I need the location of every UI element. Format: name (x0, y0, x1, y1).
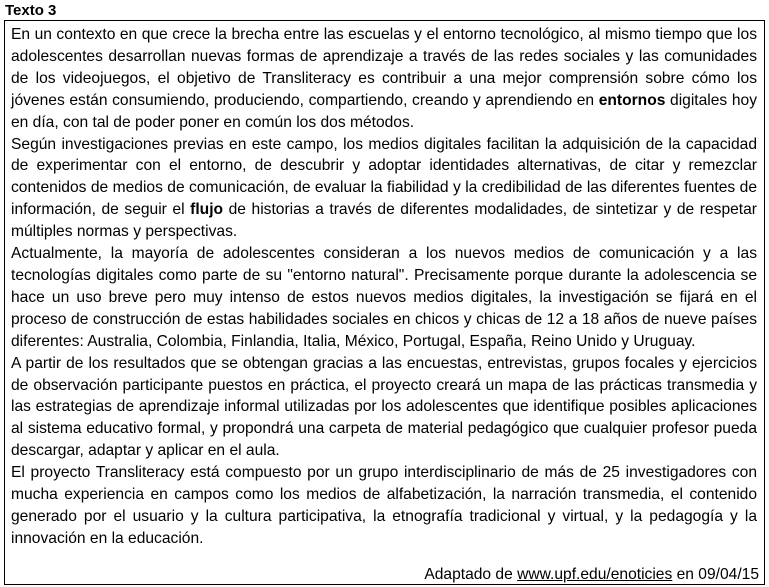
source-link[interactable]: www.upf.edu/enoticies (517, 566, 673, 583)
source-date: en 09/04/15 (672, 566, 759, 583)
text-body (11, 24, 757, 550)
paragraph-1-bold-word: entornos (598, 91, 666, 109)
source-attribution (424, 565, 759, 584)
paragraph-3: Actualmente, la mayoría de adolescentes consideran a los nuevos medios de comunicación y a las tecnologías digitales como parte de su "entorno natural". Precisamente porque durante la adolescencia se hace un uso breve pero muy intenso de estos nuevos medios digitales, la investigación se fijará en el proceso de construcción de estas habilidades sociales en chicos y chicas de 12 a 18 años de nueve países diferentes: Australia, Colombia, Finlandia, Italia, México, Portugal, España, Reino Unido y Uruguay. (11, 245, 757, 350)
source-prefix: Adaptado de (424, 566, 518, 583)
paragraph-2-text-end: de historias a través de diferentes modalidades, de sintetizar y de respetar múltiples normas y perspectivas. (11, 201, 757, 241)
paragraph-2-text-start: Según investigaciones previas en este campo, los medios digitales facilitan la adquisición de la capacidad de experimentar con el entorno, de descubrir y adoptar identidades alternativas, de citar y remezclar contenidos de medios de comunicación, de evaluar la fiabilidad y la credibilidad de las diferentes fuentes de información, de seguir el (11, 135, 757, 219)
paragraph-5: El proyecto Transliteracy está compuesto por un grupo interdisciplinario de más de 25 investigadores con mucha experiencia en campos como los medios de alfabetización, la narración transmedia, el contenido generado por el usuario y la cultura participativa, la etnografía tradicional y virtual, y la pedagogía y la innovación en la educación. (11, 464, 757, 547)
text-title: Texto 3 (5, 2, 57, 19)
paragraph-1-text-end: digitales hoy en día, con tal de poder poner en común los dos métodos. (11, 91, 757, 131)
paragraph-1-text-start: En un contexto en que crece la brecha entre las escuelas y el entorno tecnológico, al mismo tiempo que los adolescentes desarrollan nuevas formas de aprendizaje a través de las redes sociales y las comunidades de los videojuegos, el objetivo de Transliteracy es contribuir a una mejor comprensión sobre cómo los jóvenes están consumiendo, produciendo, compartiendo, creando y aprendiendo en (11, 26, 757, 109)
paragraph-1 (11, 24, 757, 134)
paragraph-2-bold-word: flujo (190, 201, 224, 219)
paragraph-2 (11, 134, 757, 244)
paragraph-4: A partir de los resultados que se obtengan gracias a las encuestas, entrevistas, grupos focales y ejercicios de observación participante puestos en práctica, el proyecto creará un mapa de las prácticas transmedia y las estrategias de aprendizaje informal utilizadas por los adolescentes que identifique posibles aplicaciones al sistema educativo formal, y propondrá una carpeta de material pedagógico que cualquier profesor pueda descargar, adaptar y aplicar en el aula. (11, 354, 757, 460)
